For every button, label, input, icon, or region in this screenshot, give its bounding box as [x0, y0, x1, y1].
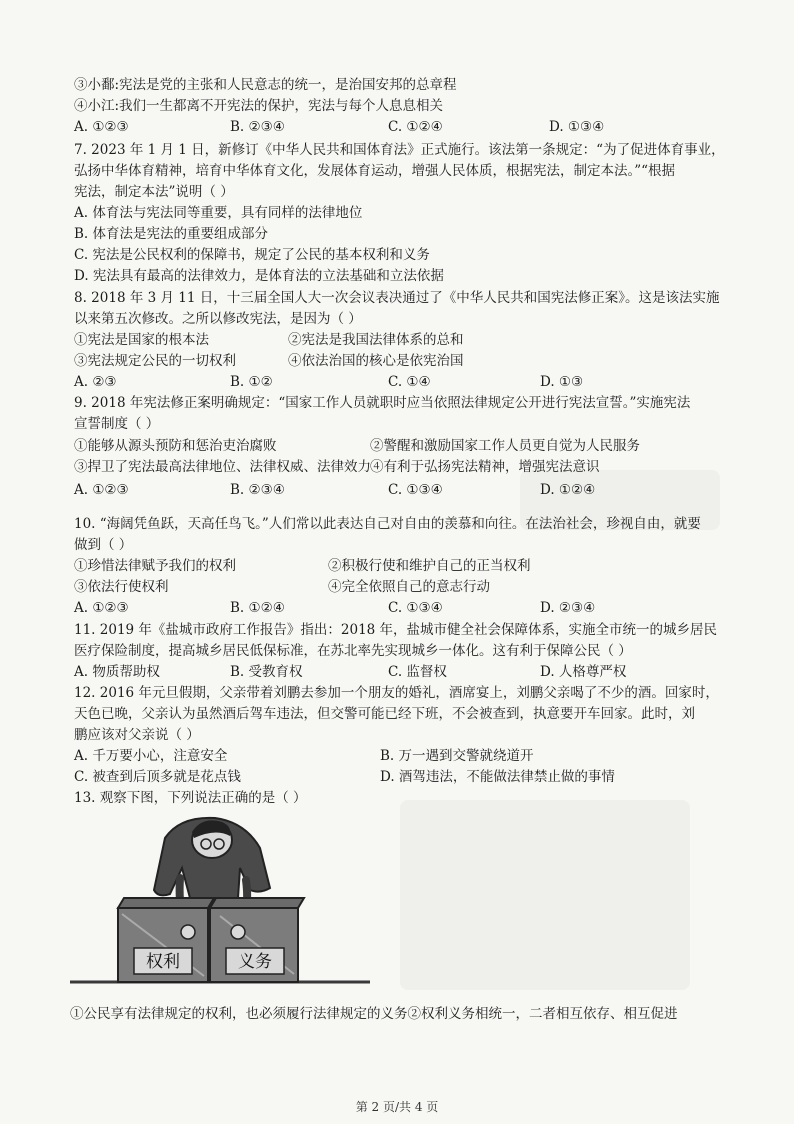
option-text: ④有利于弘扬宪法精神，增强宪法意识 [370, 459, 600, 475]
line-text: 9. 2018 年宪法修正案明确规定：“国家工作人员就职时应当依照法律规定公开进行宪法宣誓。”实施宪法 [74, 395, 691, 411]
line-text: 鹏应该对父亲说（ ） [74, 727, 200, 743]
option-text: B. ①② [230, 374, 273, 390]
left-hand [181, 925, 195, 939]
scan-smudge [400, 800, 690, 990]
cartoon-rights-obligations [70, 798, 370, 988]
right-box-top [210, 898, 304, 908]
line-text: ①公民享有法律规定的权利，也必须履行法律规定的义务②权利义务相统一，二者相互依存、相互促进 [70, 1006, 678, 1022]
line-text: 8. 2018 年 3 月 11 日，十三届全国人大一次会议表决通过了《中华人民共和国宪法修正案》。这是该法实施 [74, 290, 720, 306]
option-text: D. 人格尊严权 [540, 664, 627, 680]
line-text: 宣誓制度（ ） [74, 416, 160, 432]
line-text: 7. 2023 年 1 月 1 日，新修订《中华人民共和国体育法》正式施行。该法第一条规定：“为了促进体育事业， [74, 142, 725, 158]
line-text: 宪法，制定本法”说明（ ） [74, 184, 234, 200]
option-text: D. ②③④ [540, 600, 596, 616]
line-text: ③宪法规定公民的一切权利 [74, 353, 236, 369]
option-text: ②宪法是我国法律体系的总和 [288, 332, 464, 348]
line-text: A. ①②③ [74, 482, 129, 498]
line-text: ①宪法是国家的根本法 [74, 332, 209, 348]
line-text: ①珍惜法律赋予我们的权利 [74, 558, 236, 574]
line-text: A. ②③ [74, 374, 117, 390]
line-text: ③捍卫了宪法最高法律地位、法律权威、法律效力 [74, 459, 371, 475]
line-text: 12. 2016 年元旦假期，父亲带着刘鹏去参加一个朋友的婚礼，酒席宴上，刘鹏父亲喝了不少的酒。回家时， [74, 685, 719, 701]
line-text: B. 体育法是宪法的重要组成部分 [74, 226, 269, 242]
option-text: ②积极行使和维护自己的正当权利 [328, 558, 531, 574]
line-text: ③小鄱:宪法是党的主张和人民意志的统一，是治国安邦的总章程 [74, 77, 457, 93]
option-text: B. 万一遇到交警就绕道开 [380, 748, 534, 764]
option-text: D. ①②④ [540, 482, 596, 498]
option-text: C. ①③④ [388, 600, 443, 616]
line-text: A. 千万要小心，注意安全 [74, 748, 228, 764]
option-text: B. ①②④ [230, 600, 285, 616]
option-text: ②警醒和激励国家工作人员更自觉为人民服务 [370, 438, 640, 454]
line-text: ③依法行使权利 [74, 579, 169, 595]
option-text: C. ①②④ [388, 119, 443, 135]
line-text: ①能够从源头预防和惩治吏治腐败 [74, 438, 277, 454]
line-text: A. 体育法与宪法同等重要，具有同样的法律地位 [74, 205, 363, 221]
line-text: 天色已晚，父亲认为虽然酒后驾车违法，但交警可能已经下班，不会被查到，执意要开车回家。此时，刘 [74, 706, 695, 722]
line-text: 以来第五次修改。之所以修改宪法，是因为（ ） [74, 311, 362, 327]
option-text: ④完全依照自己的意志行动 [328, 579, 490, 595]
line-text: 10. “海阔凭鱼跃，天高任鸟飞。”人们常以此表达自己对自由的羡慕和向往。在法治社会，珍视自由，就要 [74, 516, 701, 532]
option-text: C. 监督权 [388, 664, 447, 680]
line-text: 弘扬中华体育精神，培育中华体育文化，发展体育运动，增强人民体质，根据宪法，制定本法。”“根据 [74, 163, 676, 179]
left-box-top [118, 898, 214, 908]
line-text: D. 宪法具有最高的法律效力，是体育法的立法基础和立法依据 [74, 268, 444, 284]
right-hand [231, 925, 245, 939]
line-text: C. 被查到后顶多就是花点钱 [74, 769, 241, 785]
option-text: D. ①③④ [549, 119, 605, 135]
option-text: B. 受教育权 [230, 664, 303, 680]
option-text: B. ②③④ [230, 119, 285, 135]
line-text: 医疗保险制度，提高城乡居民低保标准，在苏北率先实现城乡一体化。这有利于保障公民（ ） [74, 643, 632, 659]
option-text: C. ①④ [388, 374, 431, 390]
option-text: D. ①③ [540, 374, 584, 390]
line-text: A. ①②③ [74, 119, 129, 135]
line-text: A. 物质帮助权 [74, 664, 160, 680]
option-text: ④依法治国的核心是依宪治国 [288, 353, 464, 369]
option-text: D. 酒驾违法，不能做法律禁止做的事情 [380, 769, 615, 785]
line-text: 做到（ ） [74, 537, 133, 553]
left-box-label: 权利 [146, 952, 180, 972]
line-text: ④小江:我们一生都离不开宪法的保护，宪法与每个人息息相关 [74, 98, 444, 114]
option-text: B. ②③④ [230, 482, 285, 498]
option-text: C. ①③④ [388, 482, 443, 498]
page-footer: 第 2 页/共 4 页 [355, 1100, 439, 1114]
line-text: 13. 观察下图，下列说法正确的是（ ） [74, 790, 307, 806]
line-text: 11. 2019 年《盐城市政府工作报告》指出：2018 年，盐城市健全社会保障体系，实施全市统一的城乡居民 [74, 622, 718, 638]
line-text: C. 宪法是公民权利的保障书，规定了公民的基本权利和义务 [74, 247, 430, 263]
right-box-label: 义务 [238, 952, 272, 972]
line-text: A. ①②③ [74, 600, 129, 616]
